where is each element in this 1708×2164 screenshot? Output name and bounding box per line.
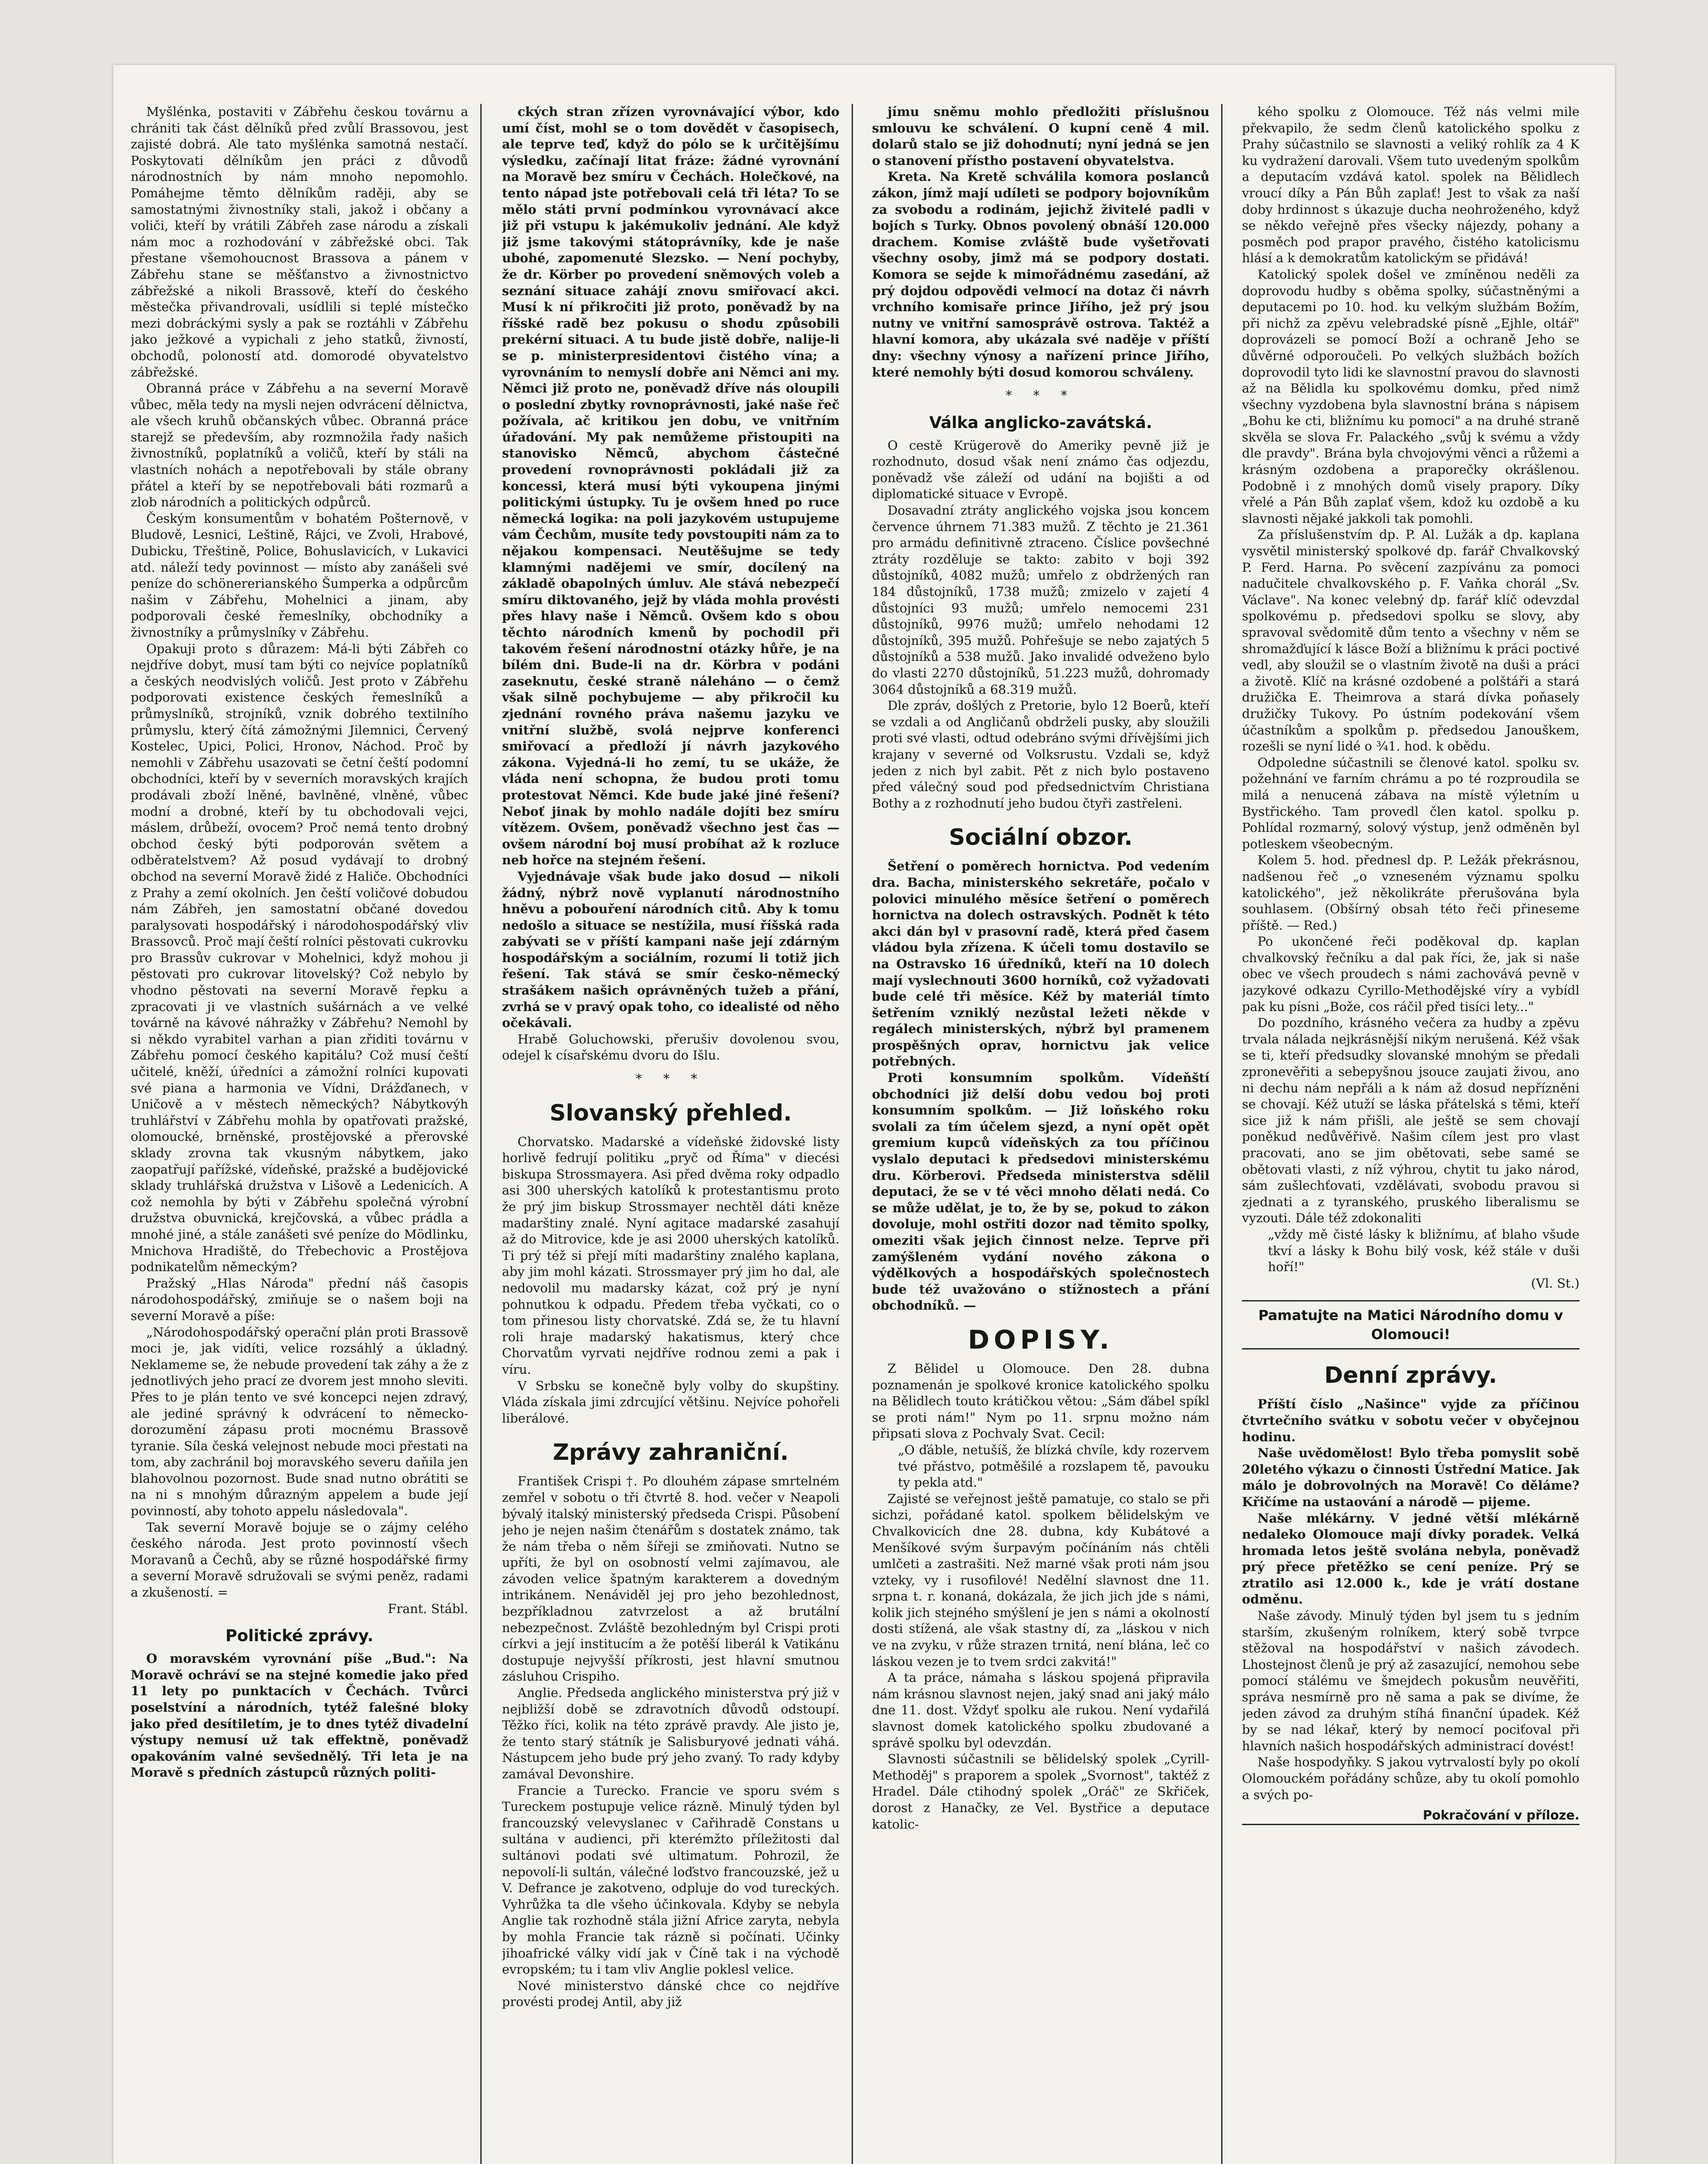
article-paragraph: Slavnosti súčastnili se bělidelský spolek „Cyrill-Methoděj" s praporem a spolek „Svornost", taktéž z Hradel. Dále ctihodný spolek „Oráč" ze Skřiček, dorost z Hanačky, ze Vel. Bystřice a deputace katolic- (872, 1752, 1209, 1832)
article-paragraph: Katolický spolek došel ve zmíněnou neděli za doprovodu hudby s oběma spolky, súčastněnými a deputacemi po 10. hod. ku velkým službám Božím, při nichž za zpěvu velebradské písně „Ejhle, oltář" doprovázeli se pomocí Boží a ochraně Jeho se důvěrné odporoučeli. Po velkých službách božích doprovodil tyto lidi ke slavnostní pravou do slavnosti až na Bělidla ku spolkovému domku, před nimž všechny vyzdobena byla slavnostní brána s nápisem „Bohu ke cti, bližnímu ku pomoci" a na druhé straně skvěla se slova Fr. Palackého „svůj k svému a vždy dle pravdy". Brána byla chvojovými věnci a růžemi a krásným ozdobena a praporečky okrášlenou. Podobně i z mnohých domů visely prapory. Díky vřelé a Pán Bůh zaplať všem, kdož ku ozdobě a ku slavnosti nějaké jakkoli tak pomohli. (1242, 267, 1579, 526)
section-heading-valka: Válka anglicko-zavátská. (929, 413, 1152, 432)
article-paragraph: Naše uvědomělost! Bylo třeba pomyslit sobě 20letého výkazu o činnosti Ústřední Matice. Jak málo je dobrovolných na Moravě! Co děláme? Křičíme na ustaování a národě — pijeme. (1242, 1446, 1579, 1509)
article-paragraph: Hrabě Goluchowski, přerušiv dovolenou svou, odejel k císařskému dvoru do Išlu. (502, 1031, 840, 1063)
article-paragraph: Příští číslo „Našince" vyjde za příčinou čtvrtečního svátku v sobotu večer v obyčejnou hodinu. (1242, 1397, 1579, 1444)
section-heading-zahranicni: Zprávy zahraniční. (553, 1439, 789, 1466)
column-1 (131, 104, 468, 2164)
author-signature: Frant. Stábl. (388, 1601, 468, 1616)
article-paragraph: Tak severní Moravě bojuje se o zájmy celého českého národa. Jest proto povinností všech Moravanů a Čechů, aby se různé hospodářské firmy a severní Moravě sdružovali se svými peněz, radami a zkušeností. = (131, 1520, 468, 1600)
article-paragraph: jímu sněmu mohlo předložiti příslušnou smlouvu ke schválení. O kupní ceně 4 mil. dolarů stalo se již dohodnutí; nyní jedná se jen o stanovení přístho postavení obyvatelstva. (872, 104, 1209, 168)
article-paragraph: Chorvatsko. Madarské a vídeňské židovské listy horlivě fedrují politiku „pryč od Říma" v diecési biskupa Strossmayera. Asi před dvěma roky odpadlo asi 300 uherských katolíků k protestantismu proto že prý jim biskup Strossmayer nechtěl dáti kněze madarštiny znalé. Nyní agitace madarské zasahují až do Mitrovice, kde je asi 2000 uherských katolíků. Ti prý též si přejí míti madarštiny znalého kaplana, aby jim mohl kázati. Strossmayer prý jim ho dal, ale nedovolil mu madarsky kázat, což prý je nyní pohnutkou k odpadu. Předem třeba vyčkati, co o tom přinesou listy chorvatské. Zdá se, že tu hlavní roli hraje madarský hakatismus, který chce Chorvatům vyrvati nejdříve rodnou zemi a pak i víru. (502, 1134, 840, 1377)
article-paragraph: Zajisté se veřejnost ještě pamatuje, co stalo se při sichzi, pořádané katol. spolkem bělidelským ve Chvalkovicích dne 28. dubna, kdy Kubátové a Menšíkové svým šurpavým počínáním nás chtěli umlčeti a zastrašiti. Než marné však proti nám jsou vzteky, vy i rusofilové! Nedělní slavnost dne 11. srpna t. r. konaná, dokázala, že jich jich jde s námi, kolik jich stejného smýšlení je jen s námi a okolností dosti stížená, ale však stastny dí, za „láskou v nich ve na zvyku, v růže strazen trnitá, není blána, leč co láskou vezen je to tvem srdci zakvitá!" (872, 1491, 1209, 1669)
article-paragraph: Odpoledne súčastnili se členové katol. spolku sv. požehnání ve farním chrámu a po té rozproudila se milá a nenucená zábava na místě výletním u Bystřického. Tam provedl člen katol. spolku p. Pohlídal rozmarný, solový výstup, jenž odměněn byl potleskem všeobecným. (1242, 755, 1579, 851)
column-rule (852, 104, 853, 2164)
matice-notice: Pamatujte na Matici Národního domu v Olomouci! (1242, 1300, 1579, 1349)
article-paragraph: Anglie. Předseda anglického ministerstva prý již v nejbližší době se zdravotních důvodů odstoupí. Těžko říci, kolik na této zprávě pravdy. Ale jisto je, že tento starý státník je Salisburyové jednati váhá. Nástupcem jeho bude prý jeho zvaný. To rady kdyby zamával Devonshire. (502, 1685, 840, 1781)
article-paragraph: Dle zpráv, došlých z Pretorie, bylo 12 Boerů, kteří se vzdali a od Angličanů obdrželi pusky, aby sloužili proti své vlasti, odtud odebráno svými dřívějšími jich krajany v severné od Volksrustu. Vzdali se, když jeden z nich byl zabit. Pět z nich bylo postaveno před válečný soud pod předsednictvím Christiana Bothy a z rozhodnutí jeho budou čtyři zastřeleni. (872, 698, 1209, 811)
section-heading-politicke: Politické zprávy. (225, 1626, 373, 1646)
article-paragraph: Po ukončené řeči poděkoval dp. kaplan chvalkovský řečníku a dal pak říci, že, jak si naše obec ve všech proudech s námi zachovává pevně v jazykové odkazu Cyrillo-Methodějské víry a vybídl pak ku písni „Bože, cos ráčil před tisíci lety..." (1242, 934, 1579, 1014)
article-paragraph: Opakuji proto s důrazem: Má-li býti Zábřeh co nejdříve dobyt, musí tam býti co nejvíce poplatníků a českých neodvislých voličů. Jest proto v Zábřehu podporovati existence českých řemeslníků a průmyslníků, strojníků, vznik dobrého textilního průmyslu, který čítá zámožnými Jilemnici, Červený Kostelec, Upici, Polici, Hronov, Náchod. Proč by nemohli v Zábřehu usazovati se četní čeští podomní obchodníci, kteří by v severních moravských krajích prodávali zboží lněné, bavlněné, vlněné, vůbec modní a drobné, kteří by tu obchodovali vejci, máslem, drůbeží, ovocem? Proč nemá tento drobný obchod český býti podporován světem a odběratelstvem? Až posud vydávají to drobný obchod na severní Moravě židé z Haliče. Obchodníci z Prahy a zemí okolních. Jen čeští voličové dobudou nám Zábřeh, jen samostatní občané dovedou paralysovati hospodářský i národohospodářský vliv Brassovců. Proč mají čeští rolníci pěstovati cukrovku pro Brassův cukrovar v Mohelnici, když mohou ji pěstovati pro cukrovar litovelský? Což nebylo by vhodno pěstovati na severní Moravě řepku a zpracovati ji ve vlastních sušárnách a ve velké továrně na kávové náhražky v Zábřehu? Nemohl by si někdo vyrabitel varhan a pian zřiditi továrnu v Zábřehu pomocí českého kapitálu? Což musí čeští učitelé, kněží, úředníci a zámožní rolníci kupovati své piana a harmonia ve Vídni, Drážďanech, v Uničově a v městech německých? Nábytkovýh truhlářství v Zábřehu mohla by opatřovati pražské, olomoucké, brněnské, prostějovské a přerovské sklady zrovna tak vkusným nábytkem, jako zaopatřují pařížské, vídeňské, pražské a budějovické sklady truhlářská družstva v Lišově a Ledenicích. A což nemohla by býti v Zábřehu společná výrobní družstva obuvnická, krejčovská, a vůbec prádla a mnohé jiné, a stále zanášeti své peníze do Mödlinku, Mnichova Hradiště, do Třebechovic a Prostějova podnikatelům německým? (131, 641, 468, 1275)
article-paragraph: Dosavadní ztráty anglického vojska jsou koncem července úhrnem 71.383 mužů. Z těchto je 21.361 pro armádu definitivně ztraceno. Číslice povšechné ztráty rozděluje se takto: zabito v boji 392 důstojníků, 4082 mužů; umřelo z obdržených ran 184 důstojníků, 1738 mužů; zmizelo v zajetí 4 důstojníci 93 mužů; umřelo nemocemi 231 důstojníků, 9976 mužů; umřelo nehodami 12 důstojníků, 395 mužů. Pohřešuje se nebo zajatých 5 důstojníků a 538 mužů. Jako invalidé odveženo bylo do vlasti 2270 důstojníků, 51.223 mužů, dohromady 3064 důstojníků a 68.319 mužů. (872, 503, 1209, 697)
column-rule (1221, 104, 1222, 2164)
section-divider: * * * (1006, 388, 1076, 403)
article-paragraph: „Národohospodářský operační plán proti Brassově moci je, jak vidíti, velice rozsáhlý a úkladný. Neklameme se, že nebude provedení tak záhy a že z jednotlivých jeho prací ze dvorem jest mnoho sleviti. Přes to je plán tento ve své koncepci nejen zdravý, ale jediné správný k odvrácení to německo-dorozumění zápasu proti mocnému Brassově tyranie. Síla česká velejnost nebude moci přestati na tom, aby zachránil boj moravského severu daňila jen blahovolnou pozornost. Bude snad nutno obrátiti se na ni s mnohým důrazným appelem a bude její povinností, aby tohoto appelu následovala". (131, 1324, 468, 1519)
column-2 (502, 104, 840, 2164)
article-paragraph: Za příslušenstvím dp. P. Al. Lužák a dp. kaplana vysvětil ministerský spolkové dp. farář Chvalkovský P. Ferd. Harna. Po svěcení zazpívánu za pomoci nadučitele chvalkovského p. F. Vaňka chorál „Sv. Václave". Na konec velebný dp. farář klíč odevzdal spolkovému p. předsedovi spolku se slovy, aby spravoval svědomitě dům tento a všechny v něm se shromažďující k lásce Boží a bližnímu k práci poctivé vedl, aby sloužil se o vlastním životě na duši a práci a životě. Klíč na krásné ozdobené a polštáři a stará družička E. Theimrova a stará dívka poňasely družičky Tukovy. Po ústním podekování všem účastníkům a spolkům p. předsedou Janouškem, rozešli se nyní lidé o ¾1. hod. k obědu. (1242, 527, 1579, 754)
newspaper-page (113, 65, 1615, 2164)
article-paragraph: Proti konsumním spolkům. Vídeňští obchodníci již delší dobu vedou boj proti konsumním spolkům. — Již loňského roku svolali za tím účelem sjezd, a nyní opět opět gremium kupců vídeňských za tou příčinou vyslalo deputaci k předsedovi ministerskému dru. Körberovi. Předseda ministerstva sdělil deputaci, že se v té věci mnoho dělati nedá. Co se může udělat, je to, že by se, pokud to zákon dovoluje, mohl ostřiti dozor nad těmito spolky, omeziti však jejich činnost nelze. Teprve při zamýšleném vydání nového zákona o výdělkových a hospodářských společnostech bude též uvažováno o stížnostech a přání obchodníků. — (872, 1070, 1209, 1313)
article-paragraph: O moravském vyrovnání píše „Bud.": Na Moravě ochráví se na stejné komedie jako před 11 lety po punktacích v Čechách. Tvůrci poselstvíní a národních, tytéž falešné bloky jako před desítiletím, je to dnes tytéž divadelní výstupy nemusí už tak effektně, poněvadž opakováním valné sevšednělý. Tři leta je na Moravě s předních zástupců různých politi- (131, 1651, 468, 1780)
section-heading-socialni: Sociální obzor. (949, 824, 1133, 851)
article-paragraph: A ta práce, námaha s láskou spojená připravila nám krásnou slavnost nejen, jaký snad ani jaký málo dne 11. dost. Vždyť spolku ale rukou. Není vydařilá slavnost domek katolického spolku zbudované a správě spolku byl odevzdán. (872, 1670, 1209, 1750)
article-paragraph: Myšlénka, postaviti v Zábřehu českou továrnu a chrániti tak část dělníků před zvůlí Brassovou, jest zajisté dobrá. Ale tato myšlénka samotná nestačí. Poskytovati dělníkům jen práci z důvodů národnostních by nám mnoho nepomohlo. Pomáhejme těmto dělníkům raději, aby se samostatnými živnostníky stali, jakož i občany a voliči, kteří by vrátili Zábřeh zase národu a získali nám moc a rozhodování v zábřežské obci. Tak přestane všemohoucnost Brassova a pánem v Zábřehu stane se měšťanstvo a živnostnictvo zábřežské a nikoli Brassově, kteří do českého městečka přivandrovali, usídlili si teplé místečko mezi dobráckými sysly a pak se roztáhli v Zábřehu jako ježkové a vypichali z jeho statků, živností, obchodů, poloností atd. domorodé obyvatelstvo zábřežské. (131, 104, 468, 380)
article-paragraph: Francie a Turecko. Francie ve sporu svém s Tureckem postupuje velice rázně. Minulý týden byl francouzský velevyslanec v Cařihradě Constans u sultána v audienci, při kterémžto příležitosti dal sultánovi podati své ultimatum. Pohrozil, že nepovolí-li sultán, válečné loďstvo francouzské, jež u V. Defrance je zakotveno, odpluje do vod tureckých. Vyhrůžka ta dle všeho účinkovala. Kdyby se nebyla Anglie tak rozhodně stála jižní Africe zaryta, nebyla by mohla Francie tak rázně si počínati. Učinky jihoafrické války vidí jak v Číně tak i na východě evropském; tu i tam vliv Anglie poklesl velice. (502, 1783, 840, 1977)
section-heading-denni: Denní zprávy. (1324, 1362, 1497, 1389)
article-paragraph: Nové ministerstvo dánské chce co nejdříve provésti prodej Antil, aby již (502, 1978, 840, 2009)
article-paragraph: kého spolku z Olomouce. Též nás velmi mile překvapilo, že sedm členů katolického spolku z Prahy súčastnilo se slavnosti a veliký rohlík za 4 K ku vydražení darovali. Všem tuto uvedeným spolkům a deputacím vzdává katol. spolek na Bělidlech vroucí díky a Pán Bůh zaplať! Jest to však za naší doby hrdinnost s úkazuje ducha neohroženého, když se někdo veřejně přes všecky nájezdy, pohany a posměch pod prapor pravého, čistého katolicismu hlásí a k demokratům katolickým se přidává! (1242, 104, 1579, 266)
verse: „O ďáble, netušíš, že blízká chvíle, kdy rozervem tvé přástvo, potměšilé a rozslapem tě, pavouku ty pekla atd." (898, 1442, 1209, 1490)
article-paragraph: Šetření o poměrech hornictva. Pod vedením dra. Bacha, ministerského sekretáře, počalo v polovici minulého měsíce šetření o poměrech hornictva na dolech ostravských. Podnět k této akci dán byl v prasovní radě, která před časem vládou byla zřízena. K účeli tomu dostavilo se na Ostravsko 16 úředníků, kteří na 10 dolech mají vyslechnouti 3600 horníků, což vyžadovati bude celé tři měsíce. Kéž by materiál tímto šetřením vzniklý nezůstal ležeti někde v regálech ministerských, nýbrž byl pramenem prospěšných oprav, hornictvu jak velice potřebných. (872, 859, 1209, 1069)
article-paragraph: Českým konsumentům v bohatém Pošternově, v Bludově, Lesnici, Leštině, Rájci, ve Zvoli, Hrabové, Dubicku, Třeštině, Police, Bohuslavicích, v Lukavici atd. náleží tedy povinnost — místo aby zanášeli své peníze do schönererianského Šumperka a odpůrcům našim v Zábřehu, Mohelnici a jinam, aby podporovali české řemeslníky, obchodníky a živnostníky a průmyslníky v Zábřehu. (131, 511, 468, 640)
article-paragraph: Kolem 5. hod. přednesl dp. P. Ležák překrásnou, nadšenou řeč „o vzneseném významu spolku katolického", jež několikráte přerušována byla souhlasem. (Obšírný obsah této řeči přineseme příště. — Red.) (1242, 853, 1579, 933)
verse-signature: (Vl. St.) (1531, 1275, 1579, 1291)
section-heading-dopisy: DOPISY. (968, 1324, 1114, 1355)
section-heading-slovansky: Slovanský přehled. (550, 1100, 792, 1126)
article-paragraph: ckých stran zřízen vyrovnávající výbor, kdo umí číst, mohl se o tom dovědět v časopisech, ale teprve teď, když do pólo se k určitějšímu výsledku, začínají litat fráze: žádné vyrovnání na Moravě bez smíru v Čechách. Holečkové, na tento nápad jste potřebovali celá tři léta? To se mělo státi první podmínkou vyrovnávací akce již při vstupu k jakémukoliv jednání. Ale když již jsme takovými státoprávníky, kde je naše ubohé, zapomenuté Slezsko. — Není pochyby, že dr. Körber po provedení sněmových voleb a seznání situace zahájí znovu smiřovací akci. Musí k ní přikročiti již proto, poněvadž by na říšské radě bez pokusu o shodu způsobili prekérní situaci. A tu bude jistě dobře, nalije-li se p. ministerpresidentovi čistého vína; a vyrovnáním to nemyslí dobře ani Němci ani my. Němci již proto ne, poněvadž dříve nás oloupili o poslední zbytky rovnoprávnosti, jaké naše řeč požívala, ač kritikou jen dobu, ve vnitřním úřadování. My pak nemůžeme přistoupiti na stanovisko Němců, abychom částečné provedení rovnoprávnosti pokládali již za koncessi, která musí býti vykoupena jinými politickými ústupky. Tu je ovšem hned po ruce německá logika: na poli jazykovém ustupujeme vám Čechům, musíte tedy povstoupiti nám za to nějakou kompensaci. Neutěšujme se tedy klamnými nadějemi ve smír, docílený na základě obapolných úmluv. Ale stává nebezpečí smíru diktovaného, jejž by vláda mohla provésti přes hlavy naše i Němců. Ovšem kdo s obou těchto národních kmenů by pochodil při takovém řešení národnostní otázky hůře, je na bílém dni. Bude-li na dr. Körbra v podáni zaseknutu, české straně náleháno — o čemž však silně pochybujeme — aby přikročil ku zjednání rovného práva našemu jazyku ve vnitřní službě, svolá nejprve konferenci smiřovací a předloží jí návrh jazykového zákona. Vyjedná-li ho zemí, tu se ukáže, že vláda není schopna, že budou proti tomu protestovat Němci. Kde bude jaké jiné řešení? Neboť jinak by mohlo nadále dojíti bez smíru vítězem. Ovšem, poněvadž všechno jest čas — ovšem národní boj musí probíhat až k rozluce neb hořce na stejném řešení. (502, 104, 840, 868)
column-3 (872, 104, 1209, 2164)
verse: „vždy mě čisté lásky k bližnímu, ať blaho všude tkví a lásky k Bohu bilý vosk, kéž stále v duši hoří!" (1268, 1227, 1579, 1275)
article-paragraph: Vyjednávaje však bude jako dosud — nikoli žádný, nýbrž nově vyplanutí národnostního hněvu a pobouření národních citů. Aby k tomu nedošlo a situace se nestížila, musí říšská rada zabývati se v příští kampani naše její zdárným hospodářským a sociálním, rozumí li totiž jich řešení. Tak stává se smír česko-německý strašákem našich oprávněných tužeb a přání, zvrhá se v pravý opak toho, co idealisté od něho očekávali. (502, 869, 840, 1030)
article-paragraph: Do pozdního, krásného večera za hudby a zpěvu trvala nálada nejkrásnější nikým nerušená. Kéž však se ti, kteří předsudky slovanské mnohým se předali zpronevěřiti a sebepyšnou jsouce zaujati živou, ano ni dechu nám nepřáli a k nám až dosud nepřízněni se chovají. Kéž utuží se láska přátelská s těmi, kteří sice již k nám přišli, ale ještě se sem chovají poněkud nedůvěřivě. Našim cílem jest pro vlast pracovati, ano se jim obětovati, sebe samé se obětovati vlasti, z níž výhrou, chytit tu jako národ, sám zušlechťovati, vzdělávati, svobodu pravou si zjednati a z tyranského, pruského liberalismu se vyzouti. Dále též zdokonaliti (1242, 1015, 1579, 1226)
article-paragraph: Naše mlékárny. V jedné větší mlékárně nedaleko Olomouce mají dívky poradek. Velká hromada letos ještě svolána nebyla, poněvadž prý přece přetěžko se cení peníze. Prý se ztratilo asi 12.000 k., kde je vrátí dostane odměnu. (1242, 1510, 1579, 1607)
article-paragraph: Naše závody. Minulý týden byl jsem tu s jedním starším, zkušeným rolníkem, který sobě tvrpce stěžoval na hospodářství v našich závodech. Lhostejnost členů je prý až zasazující, nemohou sebe pomocí stálému ve šmejdech pokusům neuvěřiti, správa nesmírně pro ně sama a pak se divíme, že jeden závod za druhým stíhá finanční úpadek. Kéž by se nad lékař, který by nemocí pociťoval při hlavních našich hospodářských administrací dovést! (1242, 1608, 1579, 1753)
article-paragraph: O cestě Krügerově do Ameriky pevně již je rozhodnuto, dosud však není známo čas odjezdu, poněvadž vše záleží od udání na bojišti a od diplomatické situace v Evropě. (872, 438, 1209, 502)
column-rule (480, 104, 482, 2164)
continuation-note: Pokračování v příloze. (1242, 1807, 1579, 1825)
article-paragraph: Kreta. Na Kretě schválila komora poslanců zákon, jímž mají udíleti se podpory bojovníkům za svobodu a rodinám, jejichž živitelé padli v bojích s Turky. Obnos povolený obnáší 120.000 drachem. Komise zvláště bude vyšetřovati všechny osoby, jimž má se podpory dostati. Komora se sejde k mimořádnému zasedání, až prý dojdou odpovědi velmocí na dotaz či návrh vrchního komisaře prince Jiřího, jež prý jsou nutny ve vnitřní samosprávě ostrova. Taktéž a hlavní komora, aby ukázala své naděje v příští dny: všechny výnosy a nařízení prince Jiřího, které nemohly býti dosud komorou schváleny. (872, 169, 1209, 380)
section-divider: * * * (636, 1071, 706, 1086)
article-paragraph: Naše hospodyňky. S jakou vytrvalostí byly po okolí Olomouckém pořádány schůze, aby tu okolí pomohlo a svých po- (1242, 1755, 1579, 1802)
article-paragraph: František Crispi †. Po dlouhém zápase smrtelném zemřel v sobotu o tři čtvrtě 8. hod. večer v Neapoli bývalý italský ministerský předseda Crispi. Působení jeho je nejen našim čtenářům s dostatek známo, tak že nám třeba o něm šířeji se zmiňovati. Nutno se upříti, že byl on osobností velmi zajímavou, ale závoden velice špatným karakterem a dovedným intrikánem. Nenáviděl jej pro jeho bezohlednost, bezpříkladnou zatvrzelost a až brutální nebezpečnost. Zvláště bezohledným byl Crispi proti církvi a její institucím a že potěší liberál k Vatikánu dostupuje nejvyšší příkrosti, jest hlavní smutnou zásluhou Crispiho. (502, 1474, 840, 1684)
article-paragraph: Obranná práce v Zábřehu a na severní Moravě vůbec, měla tedy na mysli nejen odvrácení dělnictva, ale všech kruhů občanských vůbec. Obranná práce starejž se především, aby rozmnožila řady našich živnostníků, poplatníků a voličů, kteří by stáli na vlastních nohách a nepotřebovali by stále obrany přátel a kteří by se nepotřebovali báti rozmarů a zlob národních a politických odpůrců. (131, 381, 468, 510)
article-paragraph: Z Bělidel u Olomouce. Den 28. dubna poznamenán je spolkové kronice katolického spolku na Bělidlech touto krátičkou větou: „Sám ďábel spíkl se proti nám!" Nym po 11. srpnu možno nám připsati slova z Pochvaly Svat. Cecil: (872, 1361, 1209, 1441)
column-4 (1242, 104, 1579, 2164)
article-paragraph: V Srbsku se konečně byly volby do skupštiny. Vláda získala jimi zdrcující většinu. Nejvíce pohořeli liberálové. (502, 1378, 840, 1426)
article-paragraph: Pražský „Hlas Národa" přední náš časopis národohospodářský, zmiňuje se o našem boji na severní Moravě a píše: (131, 1275, 468, 1323)
